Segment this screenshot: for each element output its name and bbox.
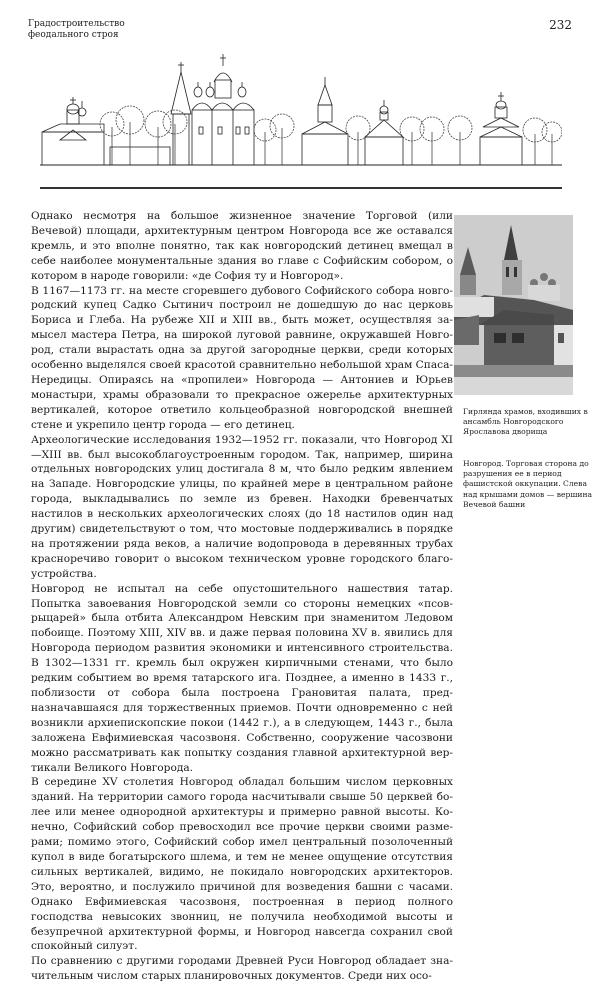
paragraph: В 1167—1173 гг. на месте сгоревшего дубового Софийского собора новгородский купец Садко Сытинич построил не дошедшую до нас церковь Бориса и Глеба. На рубеже XII и XIII вв., быть может, осуществляя замысел мастера Петра, на широкой луговой равнине, окружавшей Новгород, стали вырастать одна за другой загородные церкви, среди которых особенно выделялся своей красотой сравнительно небольшой храм Спаса-Нередицы. Опираясь на «пропилеи» Новгорода — Антониев и Юрьев монастыри, храмы образовали то прекрасное ожерелье архитектурных вертикалей, которое ответило кольцеобразной новгородской внешней стене и укрепило центр города — его детинец. bbox=[31, 284, 453, 431]
horizontal-rule bbox=[40, 187, 562, 189]
novgorod-trade-side-photo bbox=[454, 215, 573, 395]
kremlin-panorama-illustration bbox=[40, 52, 562, 170]
photo-caption-garland-of-churches: Гирлянда храмов, входивших в ансамбль Новгородского Ярославова дворища bbox=[463, 407, 588, 437]
running-head bbox=[28, 19, 125, 41]
paragraph: Новгород не испытал на себе опустошительного нашествия татар. Попытка завоевания Новгородской земли со стороны немецких «псоврыцарей» была отбита Александром Невским при знаменитом Ледовом побоище. Поэтому XIII, XIV вв. и даже первая половина XV в. явились для Новгорода периодом развития экономики и интенсивного строительства. В 1302—1331 гг. кремль был окружен кирпичными стенами, что было редким событием во время татарского ига. Позднее, а именно в 1433 г., поблизости от собора была построена Грановитая палата, предназначавшаяся для торжественных приемов. Почти одновременно с ней возникли архиепископские покои (1442 г.), а в следующем, 1443 г., была заложена Евфимиевская часозвоня. Собственно, сооружение часозвони можно рассматривать как попытку создания главной архитектурной вертикали Великого Новгорода. bbox=[31, 582, 453, 774]
paragraph: По сравнению с другими городами Древней Руси Новгород обладает значительным числом старых планировочных документов. Среди них осо- bbox=[31, 955, 453, 983]
paragraph: Археологические исследования 1932—1952 гг. показали, что Новгород XI—XIII вв. был высокоблагоустроенным городом. Так, например, ширина отдельных новгородских улиц достигала 8 м, что было редким явлением на Западе. Новгородские улицы, по крайней мере в центральном районе города, выкладывались по земле из бревен. Находки бревенчатых настилов в нескольких археологических слоях (до 18 настилов один над другим) свидетельствуют о том, что мостовые поддерживались в порядке на протяжении ряда веков, а наличие водопровода в деревянных трубах красноречиво говорит о высоком техническом уровне городского благоустройства. bbox=[31, 433, 453, 580]
body-text bbox=[31, 209, 453, 984]
running-head-line-1: Градостроительство bbox=[28, 19, 125, 29]
running-head-line-2: феодального строя bbox=[28, 30, 119, 40]
page-number: 232 bbox=[549, 18, 572, 32]
photo-caption-novgorod-trade-side: Новгород. Торговая сторона до разрушения ее в период фашистской оккупации. Слева над крышами домов — вершина Вечевой башни bbox=[463, 459, 593, 509]
paragraph: В середине XV столетия Новгород обладал большим числом церковных зданий. На территории самого города насчитывали свыше 50 церквей более или менее однородной архитектуры и примерно равной высоты. Конечно, Софийский собор превосходил все прочие церкви своими размерами; помимо этого, Софийский собор имел центральный позолоченный купол в виде богатырского шлема, и тем не менее ощущение отсутствия сильных вертикалей, видимо, не покидало новгородских архитекторов. Это, вероятно, и послужило причиной для возведения башни с часами. Однако Евфимиевская часозвоня, построенная в период полного господства невысоких звонниц, не получила необходимой высоты и безупречной архитектурной формы, и Новгород навсегда сохранил свой спокойный силуэт. bbox=[31, 776, 453, 953]
paragraph: Однако несмотря на большое жизненное значение Торговой (или Вечевой) площади, архитектурным центром Новгорода все же оставался кремль, и это вполне понятно, так как новгородский детинец вмещал в себе наиболее монументальные здания во главе с Софийским собором, о котором в народе говорили: «де София ту и Новгород». bbox=[31, 210, 453, 282]
